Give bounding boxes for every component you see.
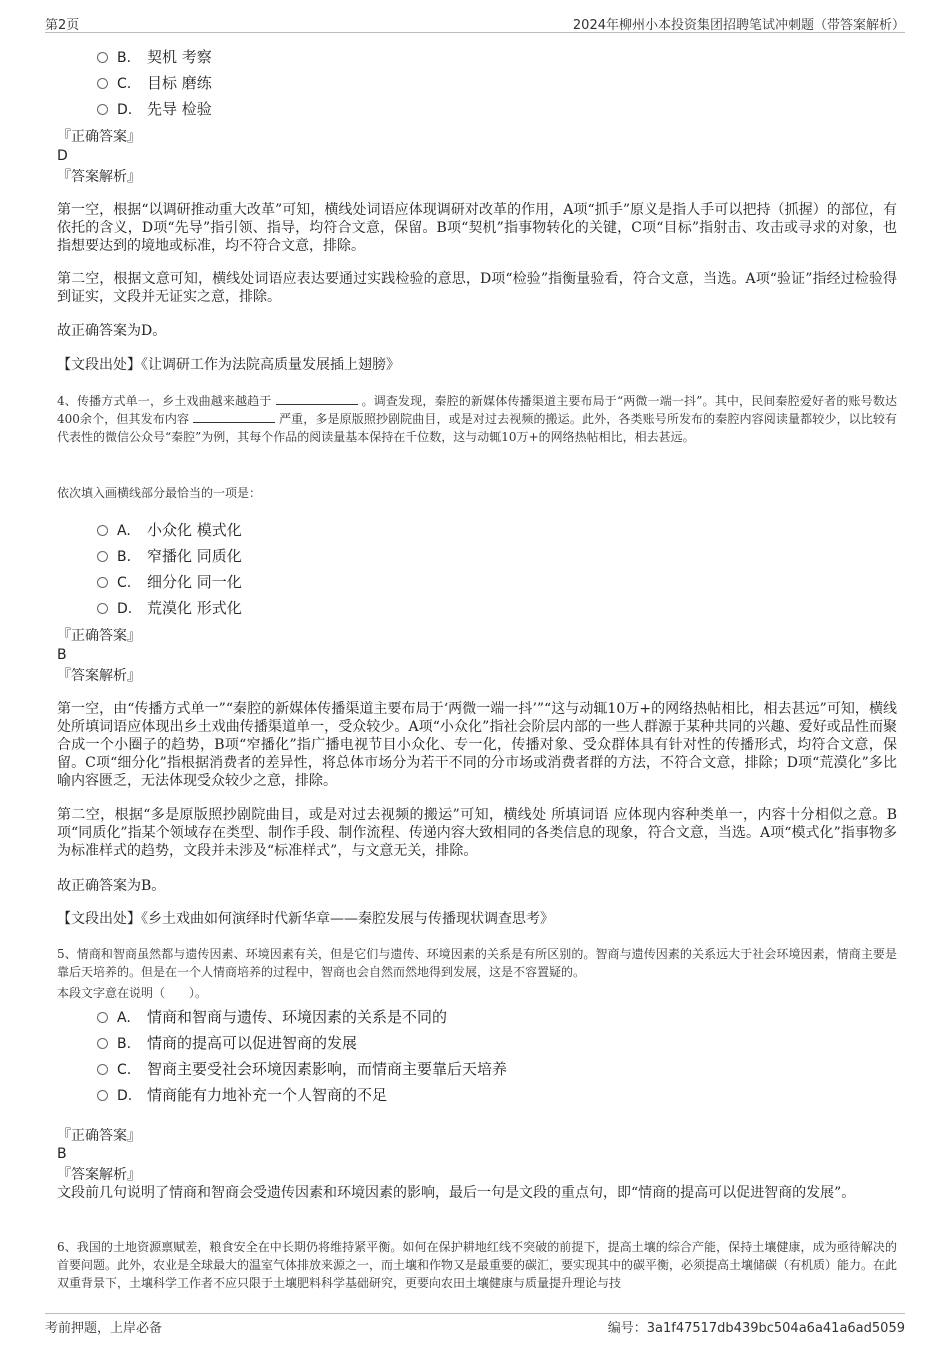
q4-analysis-p1: 第一空，由“传播方式单一”“秦腔的新媒体传播渠道主要布局于‘两微一端一抖’”“这与动辄10万+的网络热帖相比，相去甚远”可知，横线处所填词语应体现出乡土戏曲传播渠道单一，受众较少。A项“小众化”指社会阶层内部的一些人群源于某种共同的兴趣、爱好或品性而聚合成一个小圈子的趋势，B项“窄播化”指广播电视节目小众化、专一化，传播对象、受众群体具有针对性的传播形式，均符合文意，保留。C项“细分化”指根据消费者的差异性，将总体市场分为若干不同的分市场或消费者群的方法，不符合文意，排除；D项“荒漠化”多比喻内容匮乏，无法体现受众较少之意，排除。 — [57, 701, 897, 789]
q5-analysis-label: 『答案解析』 — [57, 1167, 141, 1183]
q4-analysis-label: 『答案解析』 — [57, 668, 141, 684]
radio-icon[interactable] — [97, 1012, 108, 1023]
radio-icon[interactable] — [97, 551, 108, 562]
q3-option-d[interactable]: D. 先导 检验 — [97, 98, 212, 120]
q3-answer-label: 『正确答案』 — [57, 129, 141, 145]
q3-answer: D — [57, 148, 68, 164]
q4-analysis-p3: 故正确答案为B。 — [57, 878, 166, 894]
q3-analysis-p1: 第一空，根据“以调研推动重大改革”可知，横线处词语应体现调研对改革的作用，A项“抓手”原义是指人手可以把持（抓握）的部位，有依托的含义，D项“先导”指引领、指导，均符合文意，保留。B项“契机”指事物转化的关键，C项“目标”指射击、攻击或寻求的对象，也指想要达到的境地或标准，均不符合文意，排除。 — [57, 202, 897, 254]
q5-option-b[interactable]: B. 情商的提高可以促进智商的发展 — [97, 1032, 357, 1054]
q5-analysis-p1: 文段前几句说明了情商和智商会受遗传因素和环境因素的影响，最后一句是文段的重点句，即“情商的提高可以促进智商的发展”。 — [57, 1185, 856, 1201]
radio-icon[interactable] — [97, 104, 108, 115]
document-code: 编号：3a1f47517db439bc504a6a41a6ad5059 — [607, 1321, 905, 1336]
radio-icon[interactable] — [97, 525, 108, 536]
radio-icon[interactable] — [97, 1038, 108, 1049]
radio-icon[interactable] — [97, 603, 108, 614]
page-header — [45, 10, 905, 33]
footer-slogan: 考前押题，上岸必备 — [45, 1321, 163, 1336]
q4-analysis-p2: 第二空，根据“多是原版照抄剧院曲目，或是对过去视频的搬运”可知，横线处 所填词语 应体现内容种类单一，内容十分相似之意。B项“同质化”指某个领域存在类型、制作手段、制作流程、传递内容大致相同的各类信息的现象，符合文意，当选。A项“模式化”指事物多为标准样式的趋势，文段并未涉及“标准样式”，与文意无关，排除。 — [57, 807, 897, 859]
q3-analysis-p3: 故正确答案为D。 — [57, 323, 167, 339]
q4-answer-label: 『正确答案』 — [57, 628, 141, 644]
q3-option-b[interactable]: B. 契机 考察 — [97, 46, 212, 68]
q5-prompt: 本段文字意在说明（ ）。 — [57, 986, 208, 1000]
page-number: 第2页 — [45, 18, 80, 33]
q4-option-d[interactable]: D. 荒漠化 形式化 — [97, 597, 242, 619]
q5-option-d[interactable]: D. 情商能有力地补充一个人智商的不足 — [97, 1084, 387, 1106]
q6-question-text: 6、我国的土地资源禀赋差，粮食安全在中长期仍将维持紧平衡。如何在保护耕地红线不突破的前提下，提高土壤的综合产能，保持土壤健康，成为亟待解决的首要问题。此外，农业是全球最大的温室气体排放来源之一，而土壤和作物又是最重要的碳汇，要实现其中的碳平衡，必须提高土壤储碳（有机质）能力。在此双重背景下，土壤科学工作者不应只限于土壤肥料科学基础研究，更要向农田土壤健康与质量提升理论与技 — [57, 1240, 898, 1290]
q4-answer: B — [57, 647, 67, 663]
q5-option-c[interactable]: C. 智商主要受社会环境因素影响，而情商主要靠后天培养 — [97, 1058, 507, 1080]
fill-blank — [193, 411, 275, 423]
q3-analysis-label: 『答案解析』 — [57, 169, 141, 185]
document-title: 2024年柳州小本投资集团招聘笔试冲刺题（带答案解析） — [572, 18, 905, 33]
q4-option-a[interactable]: A. 小众化 模式化 — [97, 519, 242, 541]
q4-option-b[interactable]: B. 窄播化 同质化 — [97, 545, 242, 567]
q3-source: 【文段出处】《让调研工作为法院高质量发展插上翅膀》 — [57, 357, 400, 373]
q4-prompt: 依次填入画横线部分最恰当的一项是： — [57, 486, 262, 500]
radio-icon[interactable] — [97, 78, 108, 89]
q5-answer: B — [57, 1146, 67, 1162]
q4-question-text: 4、传播方式单一，乡土戏曲越来越趋于 。调查发现，秦腔的新媒体传播渠道主要布局于“两微一端一抖”。其中，民间秦腔爱好者的账号数达400余个，但其发布内容 严重，多是原版照抄剧院曲目，或是对过去视频的搬运。此外，各类账号所发布的秦腔内容阅读量都较少，以比较有代表性的微信公众号“秦腔”为例，其每个作品的阅读量基本保持在千位数，这与动辄10万+的网络热帖相比，相去甚远。 — [57, 394, 897, 444]
page-footer — [45, 1313, 905, 1336]
q5-question-text: 5、情商和智商虽然都与遗传因素、环境因素有关，但是它们与遗传、环境因素的关系是有所区别的。智商与遗传因素的关系远大于社会环境因素，情商主要是靠后天培养的。但是在一个人情商培养的过程中，智商也会自然而然地得到发展，这是不容置疑的。 — [57, 947, 897, 979]
radio-icon[interactable] — [97, 1064, 108, 1075]
radio-icon[interactable] — [97, 1090, 108, 1101]
fill-blank — [276, 393, 358, 405]
q5-option-a[interactable]: A. 情商和智商与遗传、环境因素的关系是不同的 — [97, 1006, 447, 1028]
q3-analysis-p2: 第二空，根据文意可知，横线处词语应表达要通过实践检验的意思，D项“检验”指衡量验看，符合文意，当选。A项“验证”指经过检验得到证实，文段并无证实之意，排除。 — [57, 271, 897, 305]
q5-answer-label: 『正确答案』 — [57, 1128, 141, 1144]
q4-source: 【文段出处】《乡土戏曲如何演绎时代新华章——秦腔发展与传播现状调查思考》 — [57, 911, 554, 927]
q4-option-c[interactable]: C. 细分化 同一化 — [97, 571, 242, 593]
radio-icon[interactable] — [97, 52, 108, 63]
q3-option-c[interactable]: C. 目标 磨练 — [97, 72, 212, 94]
radio-icon[interactable] — [97, 577, 108, 588]
